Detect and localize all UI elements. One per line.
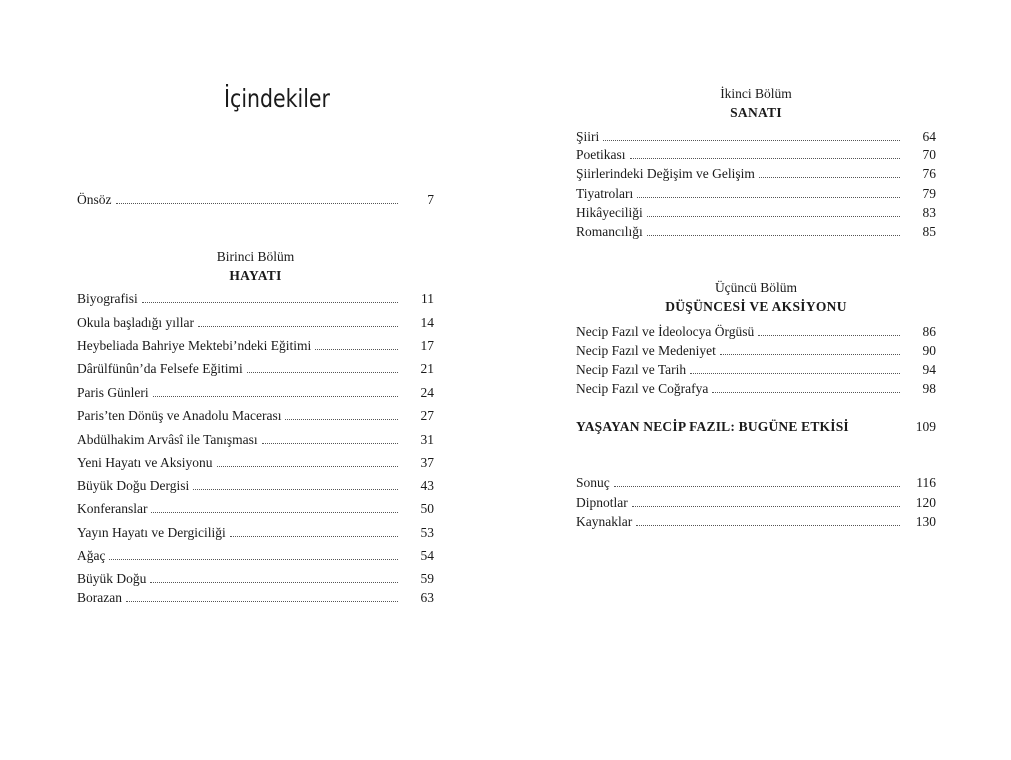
section-label: Birinci Bölüm (216, 249, 295, 264)
section-heading: SANATI (730, 105, 782, 120)
toc-entry-page: 83 (922, 205, 936, 220)
toc-entry-title: Şiirlerindeki Değişim ve Gelişim (576, 166, 755, 181)
toc-entry-title: Ağaç (77, 548, 106, 563)
dot-leader (247, 362, 398, 373)
toc-entry-page: 64 (922, 129, 936, 144)
toc-entry-preface[interactable] (77, 191, 434, 209)
toc-entry[interactable] (576, 146, 936, 164)
dot-leader (637, 187, 900, 198)
toc-entry-page: 17 (420, 338, 434, 353)
toc-entry-title: Hikâyeciliği (576, 205, 643, 220)
toc-entry-page: 7 (427, 192, 434, 207)
toc-entry-title: Şiiri (576, 129, 600, 144)
toc-entry-page: 43 (420, 478, 434, 493)
dot-leader (630, 148, 901, 159)
toc-entry-title: Büyük Doğu Dergisi (77, 478, 190, 493)
toc-entry-title: Heybeliada Bahriye Mektebi’ndeki Eğitimi (77, 338, 312, 353)
toc-entry-page: 109 (915, 419, 936, 434)
toc-entry-page: 37 (420, 455, 434, 470)
toc-entry-page: 50 (420, 501, 434, 516)
toc-entry[interactable] (77, 337, 434, 355)
toc-entry-page: 90 (922, 343, 936, 358)
toc-entry-page: 98 (922, 381, 936, 396)
dot-leader (636, 515, 900, 526)
toc-entry-title: Necip Fazıl ve Medeniyet (576, 343, 716, 358)
toc-entry-page: 53 (420, 525, 434, 540)
toc-entry-title: Okula başladığı yıllar (77, 315, 194, 330)
toc-entry-page: 120 (915, 495, 936, 510)
toc-entry-page: 79 (922, 186, 936, 201)
toc-entry[interactable] (576, 204, 936, 222)
dot-leader (720, 344, 900, 355)
dot-leader (285, 409, 398, 420)
toc-entry-title: Biyografisi (77, 291, 138, 306)
dot-leader (262, 433, 398, 444)
toc-entry-page: 14 (420, 315, 434, 330)
toc-entry-page: 94 (922, 362, 936, 377)
toc-entry[interactable] (77, 431, 434, 449)
toc-entry-page: 24 (420, 385, 434, 400)
toc-entry-page: 31 (420, 432, 434, 447)
page-title: İçindekiler (224, 84, 330, 113)
dot-leader (759, 167, 900, 178)
toc-entry-title: Tiyatroları (576, 186, 634, 201)
toc-entry[interactable] (576, 361, 936, 379)
toc-entry-title: Yeni Hayatı ve Aksiyonu (77, 455, 213, 470)
dot-leader (116, 193, 399, 204)
toc-entry[interactable] (576, 165, 936, 183)
toc-entry[interactable] (576, 323, 936, 341)
toc-entry[interactable] (576, 513, 936, 531)
toc-entry-page: 116 (916, 475, 936, 490)
toc-entry-page: 76 (922, 166, 936, 181)
dot-leader (142, 292, 398, 303)
toc-entry-page: 130 (915, 514, 936, 529)
toc-entry[interactable] (576, 185, 936, 203)
toc-entry-title: Sonuç (576, 475, 610, 490)
toc-entry[interactable] (77, 384, 434, 402)
toc-entry-page: 86 (922, 324, 936, 339)
toc-entry[interactable] (77, 454, 434, 472)
dot-leader (153, 386, 398, 397)
toc-entry[interactable] (77, 314, 434, 332)
toc-entry-title: Paris’ten Dönüş ve Anadolu Macerası (77, 408, 282, 423)
toc-entry-page: 54 (420, 548, 434, 563)
section-label: Üçüncü Bölüm (714, 280, 798, 295)
toc-entry-title: Dipnotlar (576, 495, 628, 510)
toc-entry-title: Romancılığı (576, 224, 643, 239)
toc-entry-title: Borazan (77, 590, 122, 605)
toc-entry-page: 21 (420, 361, 434, 376)
toc-entry-title: Necip Fazıl ve İdeolocya Örgüsü (576, 324, 755, 339)
toc-entry-title: Poetikası (576, 147, 626, 162)
toc-entry-page: 59 (420, 571, 434, 586)
dot-leader (315, 339, 398, 350)
toc-entry-page: 11 (421, 291, 434, 306)
toc-entry-legacy[interactable] (576, 418, 936, 436)
dot-leader (217, 456, 398, 467)
toc-entry[interactable] (77, 290, 434, 308)
toc-entry-title: Necip Fazıl ve Tarih (576, 362, 687, 377)
toc-entry[interactable] (576, 223, 936, 241)
toc-entry[interactable] (77, 547, 434, 565)
dot-leader (126, 591, 398, 602)
toc-entry[interactable] (576, 494, 936, 512)
dot-leader (647, 225, 900, 236)
dot-leader (690, 363, 900, 374)
toc-entry-title: Büyük Doğu (77, 571, 147, 586)
toc-entry[interactable] (77, 360, 434, 378)
toc-entry-title: Dârülfünûn’da Felsefe Eğitimi (77, 361, 243, 376)
toc-entry-title: Önsöz (77, 192, 112, 207)
toc-entry[interactable] (576, 342, 936, 360)
toc-entry[interactable] (77, 500, 434, 518)
section-heading: HAYATI (229, 268, 282, 283)
dot-leader (150, 572, 398, 583)
toc-entry-page: 27 (420, 408, 434, 423)
toc-entry[interactable] (77, 407, 434, 425)
toc-entry-title: Yayın Hayatı ve Dergiciliği (77, 525, 226, 540)
dot-leader (647, 206, 900, 217)
toc-entry-page: 63 (420, 590, 434, 605)
toc-entry-title: Abdülhakim Arvâsî ile Tanışması (77, 432, 258, 447)
toc-entry-title: Necip Fazıl ve Coğrafya (576, 381, 709, 396)
toc-entry-title: Konferanslar (77, 501, 148, 516)
toc-entry[interactable] (576, 128, 936, 146)
toc-entry[interactable] (77, 589, 434, 607)
toc-entry[interactable] (77, 477, 434, 495)
toc-entry-page: 70 (922, 147, 936, 162)
dot-leader (632, 496, 900, 507)
toc-entry[interactable] (576, 380, 936, 398)
toc-entry-title: YAŞAYAN NECİP FAZIL: BUGÜNE ETKİSİ (576, 419, 849, 434)
dot-leader (230, 526, 398, 537)
dot-leader (603, 130, 900, 141)
toc-entry[interactable] (77, 524, 434, 542)
section-heading: DÜŞÜNCESİ VE AKSİYONU (665, 299, 847, 314)
dot-leader (198, 316, 398, 327)
dot-leader (109, 549, 398, 560)
dot-leader (614, 476, 900, 487)
toc-entry-title: Kaynaklar (576, 514, 633, 529)
dot-leader (151, 502, 398, 513)
toc-entry-title: Paris Günleri (77, 385, 149, 400)
toc-entry[interactable] (77, 570, 434, 588)
dot-leader (193, 479, 398, 490)
dot-leader (758, 325, 900, 336)
dot-leader (712, 382, 900, 393)
section-label: İkinci Bölüm (720, 86, 792, 101)
toc-entry[interactable] (576, 474, 936, 492)
toc-entry-page: 85 (922, 224, 936, 239)
